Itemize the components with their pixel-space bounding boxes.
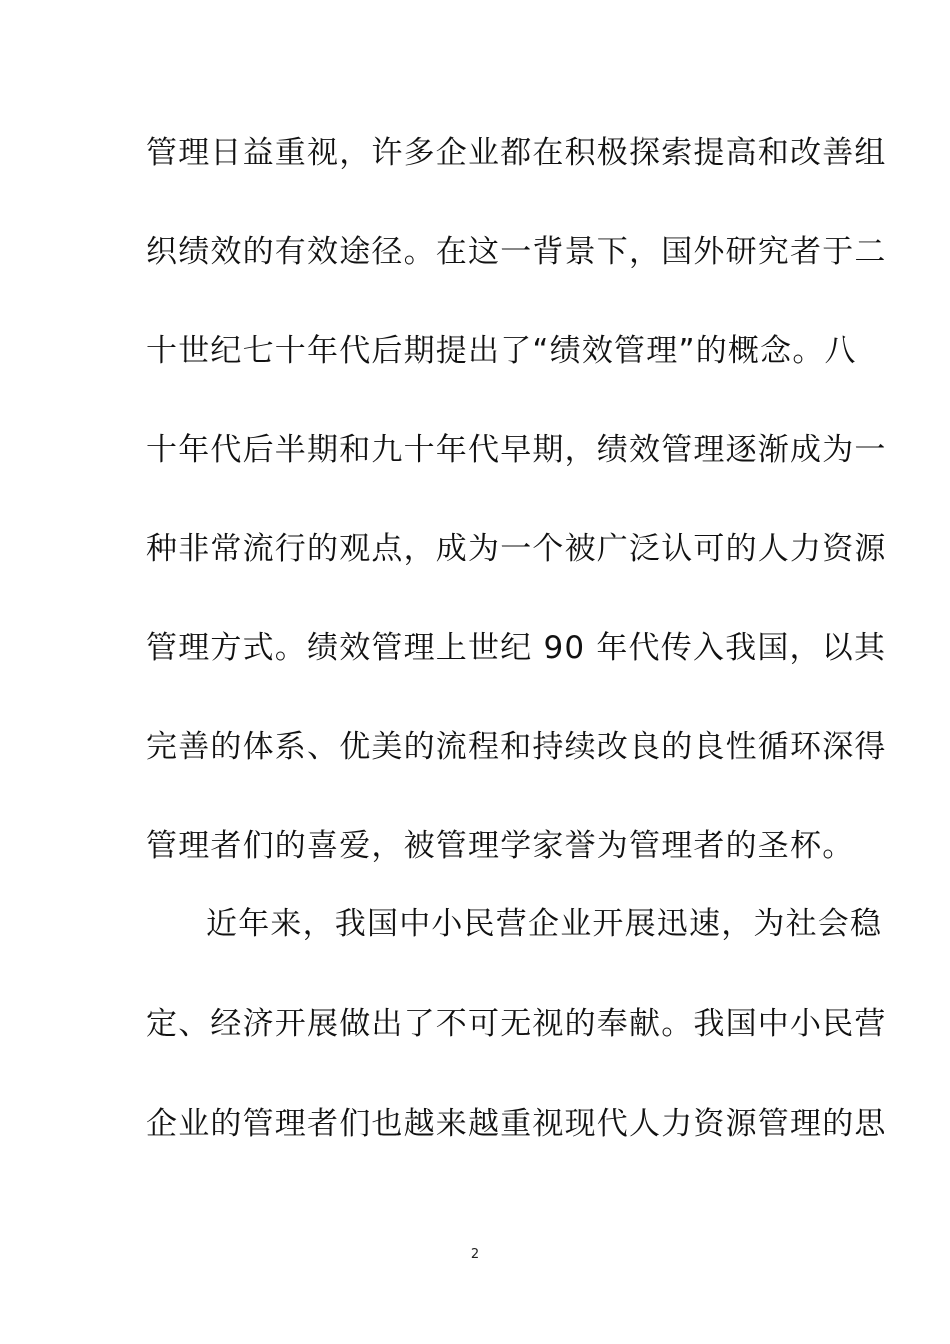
text-line-10: 定、经济开展做出了不可无视的奉献。我国中小民营 [146, 1006, 887, 1042]
page-number: 2 [470, 1247, 480, 1262]
text-line-9: 近年来，我国中小民营企业开展迅速，为社会稳 [206, 906, 883, 942]
text-line-2: 织绩效的有效途径。在这一背景下，国外研究者于二 [146, 234, 887, 270]
text-line-1: 管理日益重视，许多企业都在积极探索提高和改善组 [146, 135, 887, 171]
text-line-5: 种非常流行的观点，成为一个被广泛认可的人力资源 [146, 531, 887, 567]
text-line-4: 十年代后半期和九十年代早期，绩效管理逐渐成为一 [146, 432, 887, 468]
text-line-8: 管理者们的喜爱，被管理学家誉为管理者的圣杯。 [146, 828, 855, 864]
text-line-6: 管理方式。绩效管理上世纪 90 年代传入我国，以其 [146, 630, 887, 666]
text-line-3: 十世纪七十年代后期提出了“绩效管理”的概念。八 [146, 333, 857, 369]
text-line-7: 完善的体系、优美的流程和持续改良的良性循环深得 [146, 729, 887, 765]
text-line-11: 企业的管理者们也越来越重视现代人力资源管理的思 [146, 1106, 887, 1142]
